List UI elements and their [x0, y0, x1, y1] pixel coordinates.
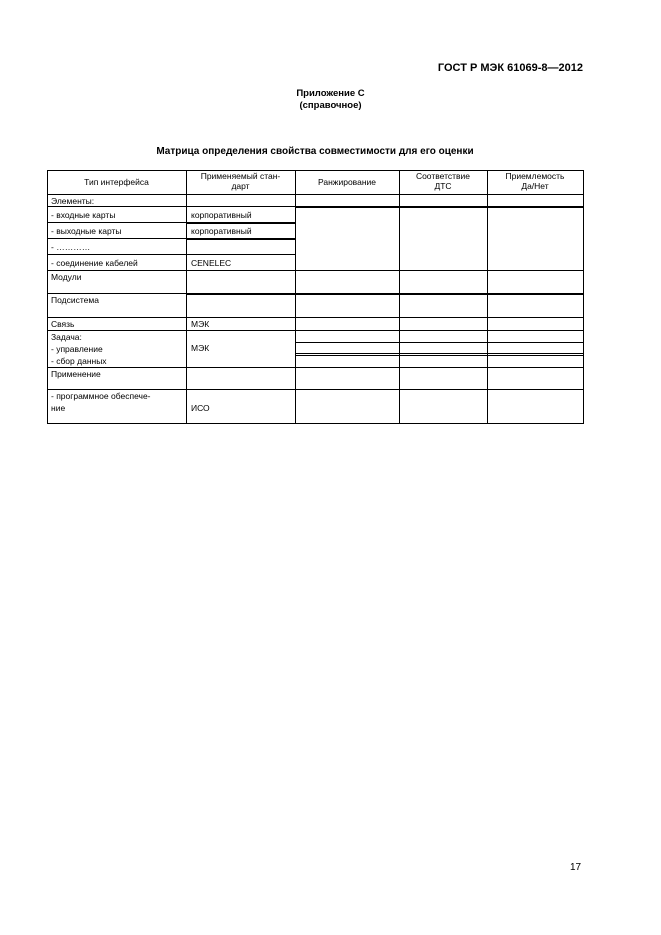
row-output-cards: - выходные карты: [51, 226, 122, 236]
col-header-compliance: Соответствие ДТС: [415, 171, 471, 191]
row-cables: - соединение кабелей: [51, 258, 138, 268]
matrix-title: Матрица определения свойства совместимости для его оценки: [156, 146, 474, 157]
cables-standard: CENELEC: [191, 258, 232, 268]
page-number: 17: [570, 862, 582, 873]
row-task: Задача: - управление - сбор данных: [51, 332, 107, 366]
row-elements: Элементы:: [51, 196, 95, 206]
annex-subtitle: (справочное): [299, 100, 362, 111]
col-header-acceptability: Приемлемость Да/Нет: [505, 171, 565, 191]
document-code: ГОСТ Р МЭК 61069-8—2012: [437, 62, 583, 74]
row-input-cards: - входные карты: [51, 210, 116, 220]
output-cards-standard: корпоративный: [191, 226, 252, 236]
row-software: - программное обеспече- ние: [51, 391, 151, 413]
col-header-standard: Применяемый стан- дарт: [200, 171, 281, 191]
col-header-interface-type: Тип интерфейса: [84, 177, 149, 187]
communication-standard: МЭК: [191, 319, 210, 329]
row-ellipsis: - …………: [51, 242, 91, 252]
row-modules: Модули: [51, 272, 82, 282]
input-cards-standard: корпоративный: [191, 210, 252, 220]
software-standard: ИСО: [191, 403, 210, 413]
task-standard: МЭК: [191, 343, 210, 353]
table-border: [48, 171, 584, 424]
row-communication: Связь: [51, 319, 75, 329]
col-header-ranking: Ранжирование: [317, 177, 376, 187]
annex-title: Приложение С: [296, 88, 365, 99]
row-subsystem: Подсистема: [51, 295, 99, 305]
row-application: Применение: [51, 369, 101, 379]
